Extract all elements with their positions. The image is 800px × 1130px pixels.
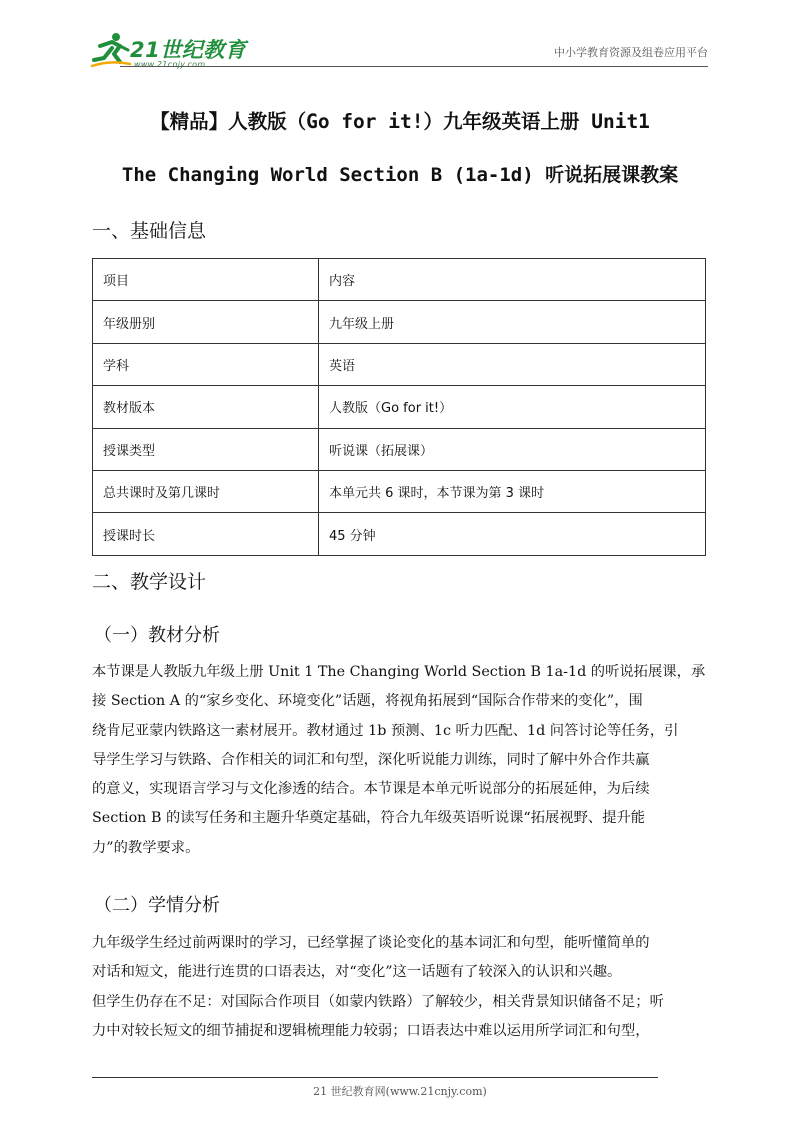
paragraph-line: 的意义，实现语言学习与文化渗透的结合。本节课是本单元听说部分的拓展延伸，为后续 bbox=[92, 781, 650, 798]
paragraph-line: 本节课是人教版九年级上册 Unit 1 The Changing World Section B 1a-1d 的听说拓展课，承 bbox=[92, 664, 706, 680]
table-cell: 教材版本 bbox=[93, 386, 319, 428]
table-cell: 九年级上册 bbox=[319, 301, 706, 343]
paragraph-line: 接 Section A 的“家乡变化、环境变化”话题，将视角拓展到“国际合作带来的变化”，围 bbox=[92, 693, 643, 710]
section-heading-basic-info: 一、基础信息 bbox=[92, 220, 207, 242]
paragraph-line: 对话和短文，能进行连贯的口语表达，对“变化”这一话题有了较深入的认识和兴趣。 bbox=[92, 964, 622, 981]
runner-logo-icon bbox=[90, 30, 134, 70]
table-cell: 总共课时及第几课时 bbox=[93, 470, 319, 512]
footer-divider bbox=[92, 1077, 658, 1078]
platform-label: 中小学教育资源及组卷应用平台 bbox=[554, 46, 708, 59]
table-cell: 人教版（Go for it!） bbox=[319, 386, 706, 428]
table-cell: 项目 bbox=[93, 259, 319, 301]
table-cell: 授课类型 bbox=[93, 428, 319, 470]
table-row bbox=[93, 343, 706, 385]
document-title-line1: 【精品】人教版（Go for it!）九年级英语上册 Unit1 bbox=[150, 110, 650, 133]
basic-info-table bbox=[92, 258, 706, 556]
table-row bbox=[93, 470, 706, 512]
paragraph-line: Section B 的读写任务和主题升华奠定基础，符合九年级英语听说课“拓展视野、提升能 bbox=[92, 810, 646, 827]
table-cell: 学科 bbox=[93, 343, 319, 385]
table-row bbox=[93, 513, 706, 555]
table-row bbox=[93, 259, 706, 301]
paragraph-line: 绕肯尼亚蒙内铁路这一素材展开。教材通过 1b 预测、1c 听力匹配、1d 问答讨论等任务，引 bbox=[92, 722, 679, 739]
page-header bbox=[90, 30, 708, 76]
site-logo[interactable] bbox=[90, 30, 250, 76]
table-row bbox=[93, 386, 706, 428]
table-row bbox=[93, 428, 706, 470]
table-cell: 英语 bbox=[319, 343, 706, 385]
section-heading-teaching-design: 二、教学设计 bbox=[92, 571, 207, 593]
subsection-heading-learner-analysis: （二）学情分析 bbox=[94, 895, 220, 916]
learner-analysis-paragraph bbox=[92, 929, 708, 1046]
paragraph-line: 力中对较长短文的细节捕捉和逻辑梳理能力较弱；口语表达中难以运用所学词汇和句型， bbox=[92, 1022, 650, 1039]
footer-link[interactable]: 21 世纪教育网(www.21cnjy.com) bbox=[313, 1085, 487, 1098]
logo-text: 21世纪教育 bbox=[130, 38, 247, 62]
table-cell: 听说课（拓展课） bbox=[319, 428, 706, 470]
paragraph-line: 但学生仍存在不足：对国际合作项目（如蒙内铁路）了解较少，相关背景知识储备不足；听 bbox=[92, 993, 664, 1010]
table-cell: 本单元共 6 课时，本节课为第 3 课时 bbox=[319, 470, 706, 512]
table-cell: 45 分钟 bbox=[319, 513, 706, 555]
logo-url: www.21cnjy.com bbox=[134, 60, 206, 69]
subsection-heading-textbook-analysis: （一）教材分析 bbox=[94, 625, 220, 646]
textbook-analysis-paragraph bbox=[92, 658, 708, 863]
header-divider bbox=[120, 66, 708, 67]
paragraph-line: 力”的教学要求。 bbox=[92, 839, 200, 856]
table-cell: 年级册别 bbox=[93, 301, 319, 343]
paragraph-line: 九年级学生经过前两课时的学习，已经掌握了谈论变化的基本词汇和句型，能听懂简单的 bbox=[92, 935, 650, 951]
table-row bbox=[93, 301, 706, 343]
paragraph-line: 导学生学习与铁路、合作相关的词汇和句型，深化听说能力训练，同时了解中外合作共赢 bbox=[92, 751, 650, 768]
table-cell: 内容 bbox=[319, 259, 706, 301]
document-title-line2: The Changing World Section B (1a-1d) 听说拓展课教案 bbox=[121, 164, 679, 186]
table-cell: 授课时长 bbox=[93, 513, 319, 555]
